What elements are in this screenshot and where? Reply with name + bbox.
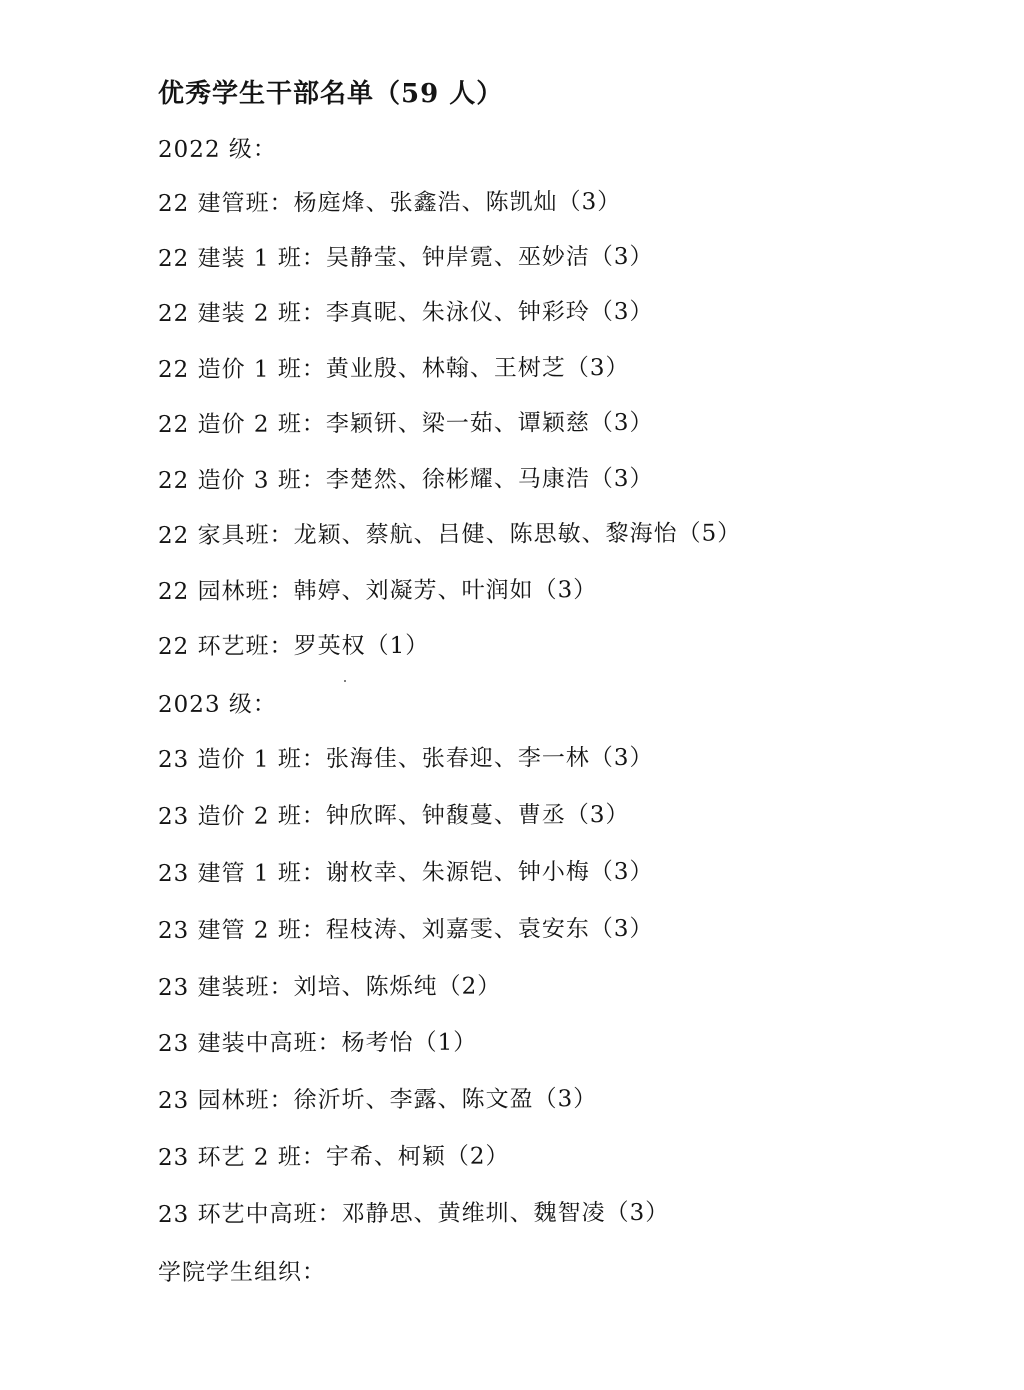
class-list-item: 23 环艺中高班：邓静思、黄维圳、魏智凌（3）	[157, 1199, 670, 1228]
grade-2022-heading: 2022 级：	[157, 136, 277, 163]
class-list-item: 23 环艺 2 班：宇希、柯颖（2）	[157, 1143, 510, 1171]
class-list-item: 23 造价 1 班：张海佳、张春迎、李一林（3）	[157, 744, 654, 773]
class-list-item: 23 建装班：刘培、陈烁纯（2）	[157, 973, 502, 1001]
class-list-item: 22 造价 1 班：黄业殷、林翰、王树芝（3）	[157, 354, 630, 383]
class-list-item: 22 家具班：龙颖、蔡航、吕健、陈思敏、黎海怡（5）	[157, 520, 742, 549]
class-list-item: 23 建管 2 班：程枝涛、刘嘉雯、袁安东（3）	[157, 915, 654, 944]
class-list-item: 23 建管 1 班：谢枚幸、朱源铠、钟小梅（3）	[157, 858, 654, 887]
class-list-item: 22 建装 1 班：吴静莹、钟岸霓、巫妙洁（3）	[157, 243, 654, 272]
student-org-heading: 学院学生组织：	[157, 1259, 327, 1286]
class-list-item: 23 造价 2 班：钟欣晖、钟馥蔓、曹丞（3）	[157, 801, 630, 830]
scan-speck	[344, 680, 346, 682]
grade-2023-heading: 2023 级：	[157, 691, 277, 718]
class-list-item: 22 园林班：韩婷、刘凝芳、叶润如（3）	[157, 577, 598, 605]
class-list-item: 22 环艺班：罗英权（1）	[157, 632, 430, 660]
class-list-item: 22 造价 3 班：李楚然、徐彬耀、马康浩（3）	[157, 465, 654, 494]
class-list-item: 22 造价 2 班：李颖钘、梁一茹、谭颖慈（3）	[157, 409, 654, 438]
class-list-item: 22 建装 2 班：李真昵、朱泳仪、钟彩玲（3）	[157, 298, 654, 327]
class-list-item: 23 建装中高班：杨考怡（1）	[157, 1029, 478, 1057]
class-list-item: 22 建管班：杨庭烽、张鑫浩、陈凯灿（3）	[157, 188, 622, 217]
document-title: 优秀学生干部名单（59 人）	[158, 79, 504, 109]
class-list-item: 23 园林班：徐沂圻、李露、陈文盈（3）	[157, 1086, 598, 1114]
